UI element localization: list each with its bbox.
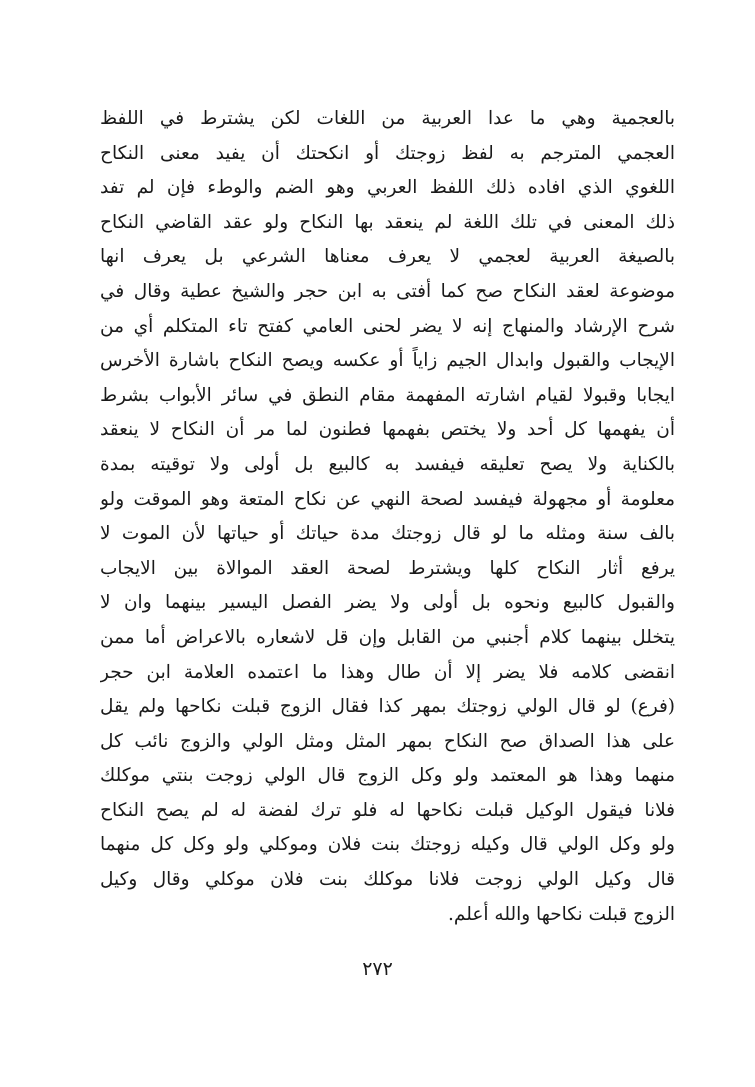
text-line: انقضى كلامه فلا يضر إلا أن طال وهذا ما اعتمده العلامة ابن حجر [100,661,675,683]
text-line: ولو وكل الولي قال وكيله زوجتك بنت فلان وموكلي ولو وكل كل منهما [100,834,675,856]
text-line: يتخلل بينهما كلام أجنبي من القابل وإن قل لاشعاره بالاعراض أما ممن [100,626,675,648]
text-line: بالكناية ولا يصح تعليقه فيفسد به كالبيع بل أولى ولا توقيته بمدة [100,453,675,475]
page-number: ٢٧٢ [362,958,393,980]
text-line: أن يفهمها كل أحد ولا يختص بفهمها فطنون لما مر أن النكاح لا ينعقد [100,419,675,441]
text-line: معلومة أو مجهولة فيفسد لصحة النهي عن نكاح المتعة وهو الموقت ولو [100,488,675,510]
text-line: منهما وهذا هو المعتمد ولو وكل الزوج قال الولي زوجت بنتي موكلك [100,765,675,787]
text-line: على هذا الصداق صح النكاح بمهر المثل ومثل الولي والزوج نائب كل [100,730,675,752]
text-line: العجمي المترجم به لفظ زوجتك أو انكحتك أن يفيد معنى النكاح [100,142,675,164]
text-line: موضوعة لعقد النكاح صح كما أفتى به ابن حجر والشيخ عطية وقال في [100,280,675,302]
text-line: والقبول كالبيع ونحوه بل أولى ولا يضر الفصل اليسير بينهما وان لا [100,592,675,614]
text-line: الزوج قبلت نكاحها والله أعلم. [448,903,675,925]
text-line: (فرع) لو قال الولي زوجتك بمهر كذا فقال الزوج قبلت نكاحها ولم يقل [100,696,675,718]
text-line: يرفع أثار النكاح كلها ويشترط لصحة العقد الموالاة بين الايجاب [100,557,675,579]
text-line: ذلك المعنى في تلك اللغة لم ينعقد بها النكاح ولو عقد القاضي النكاح [100,211,675,233]
text-line: قال وكيل الولي زوجت فلانا موكلك بنت فلان موكلي وقال وكيل [100,869,675,891]
text-line: بالعجمية وهي ما عدا العربية من اللغات لكن يشترط في اللفظ [100,108,675,129]
text-line: بالصيغة العربية لعجمي لا يعرف معناها الشرعي بل يعرف انها [100,246,675,268]
text-line: بالف سنة ومثله ما لو قال زوجتك مدة حياتك أو حياتها لأن الموت لا [100,523,675,545]
body-text [100,102,675,932]
text-line: الإيجاب والقبول وابدال الجيم زاياً أو عكسه ويصح النكاح باشارة الأخرس [100,350,675,372]
text-line: اللغوي الذي افاده ذلك اللفظ العربي وهو الضم والوطء فإن لم تفد [100,177,675,199]
text-line: شرح الإرشاد والمنهاج إنه لا يضر لحنى العامي كفتح تاء المتكلم أي من [100,315,675,337]
text-line: ايجابا وقبولا لقيام اشارته المفهمة مقام النطق في سائر الأبواب بشرط [100,384,675,406]
text-line: فلانا فيقول الوكيل قبلت نكاحها له فلو ترك لفضة له لم يصح النكاح [100,799,675,821]
